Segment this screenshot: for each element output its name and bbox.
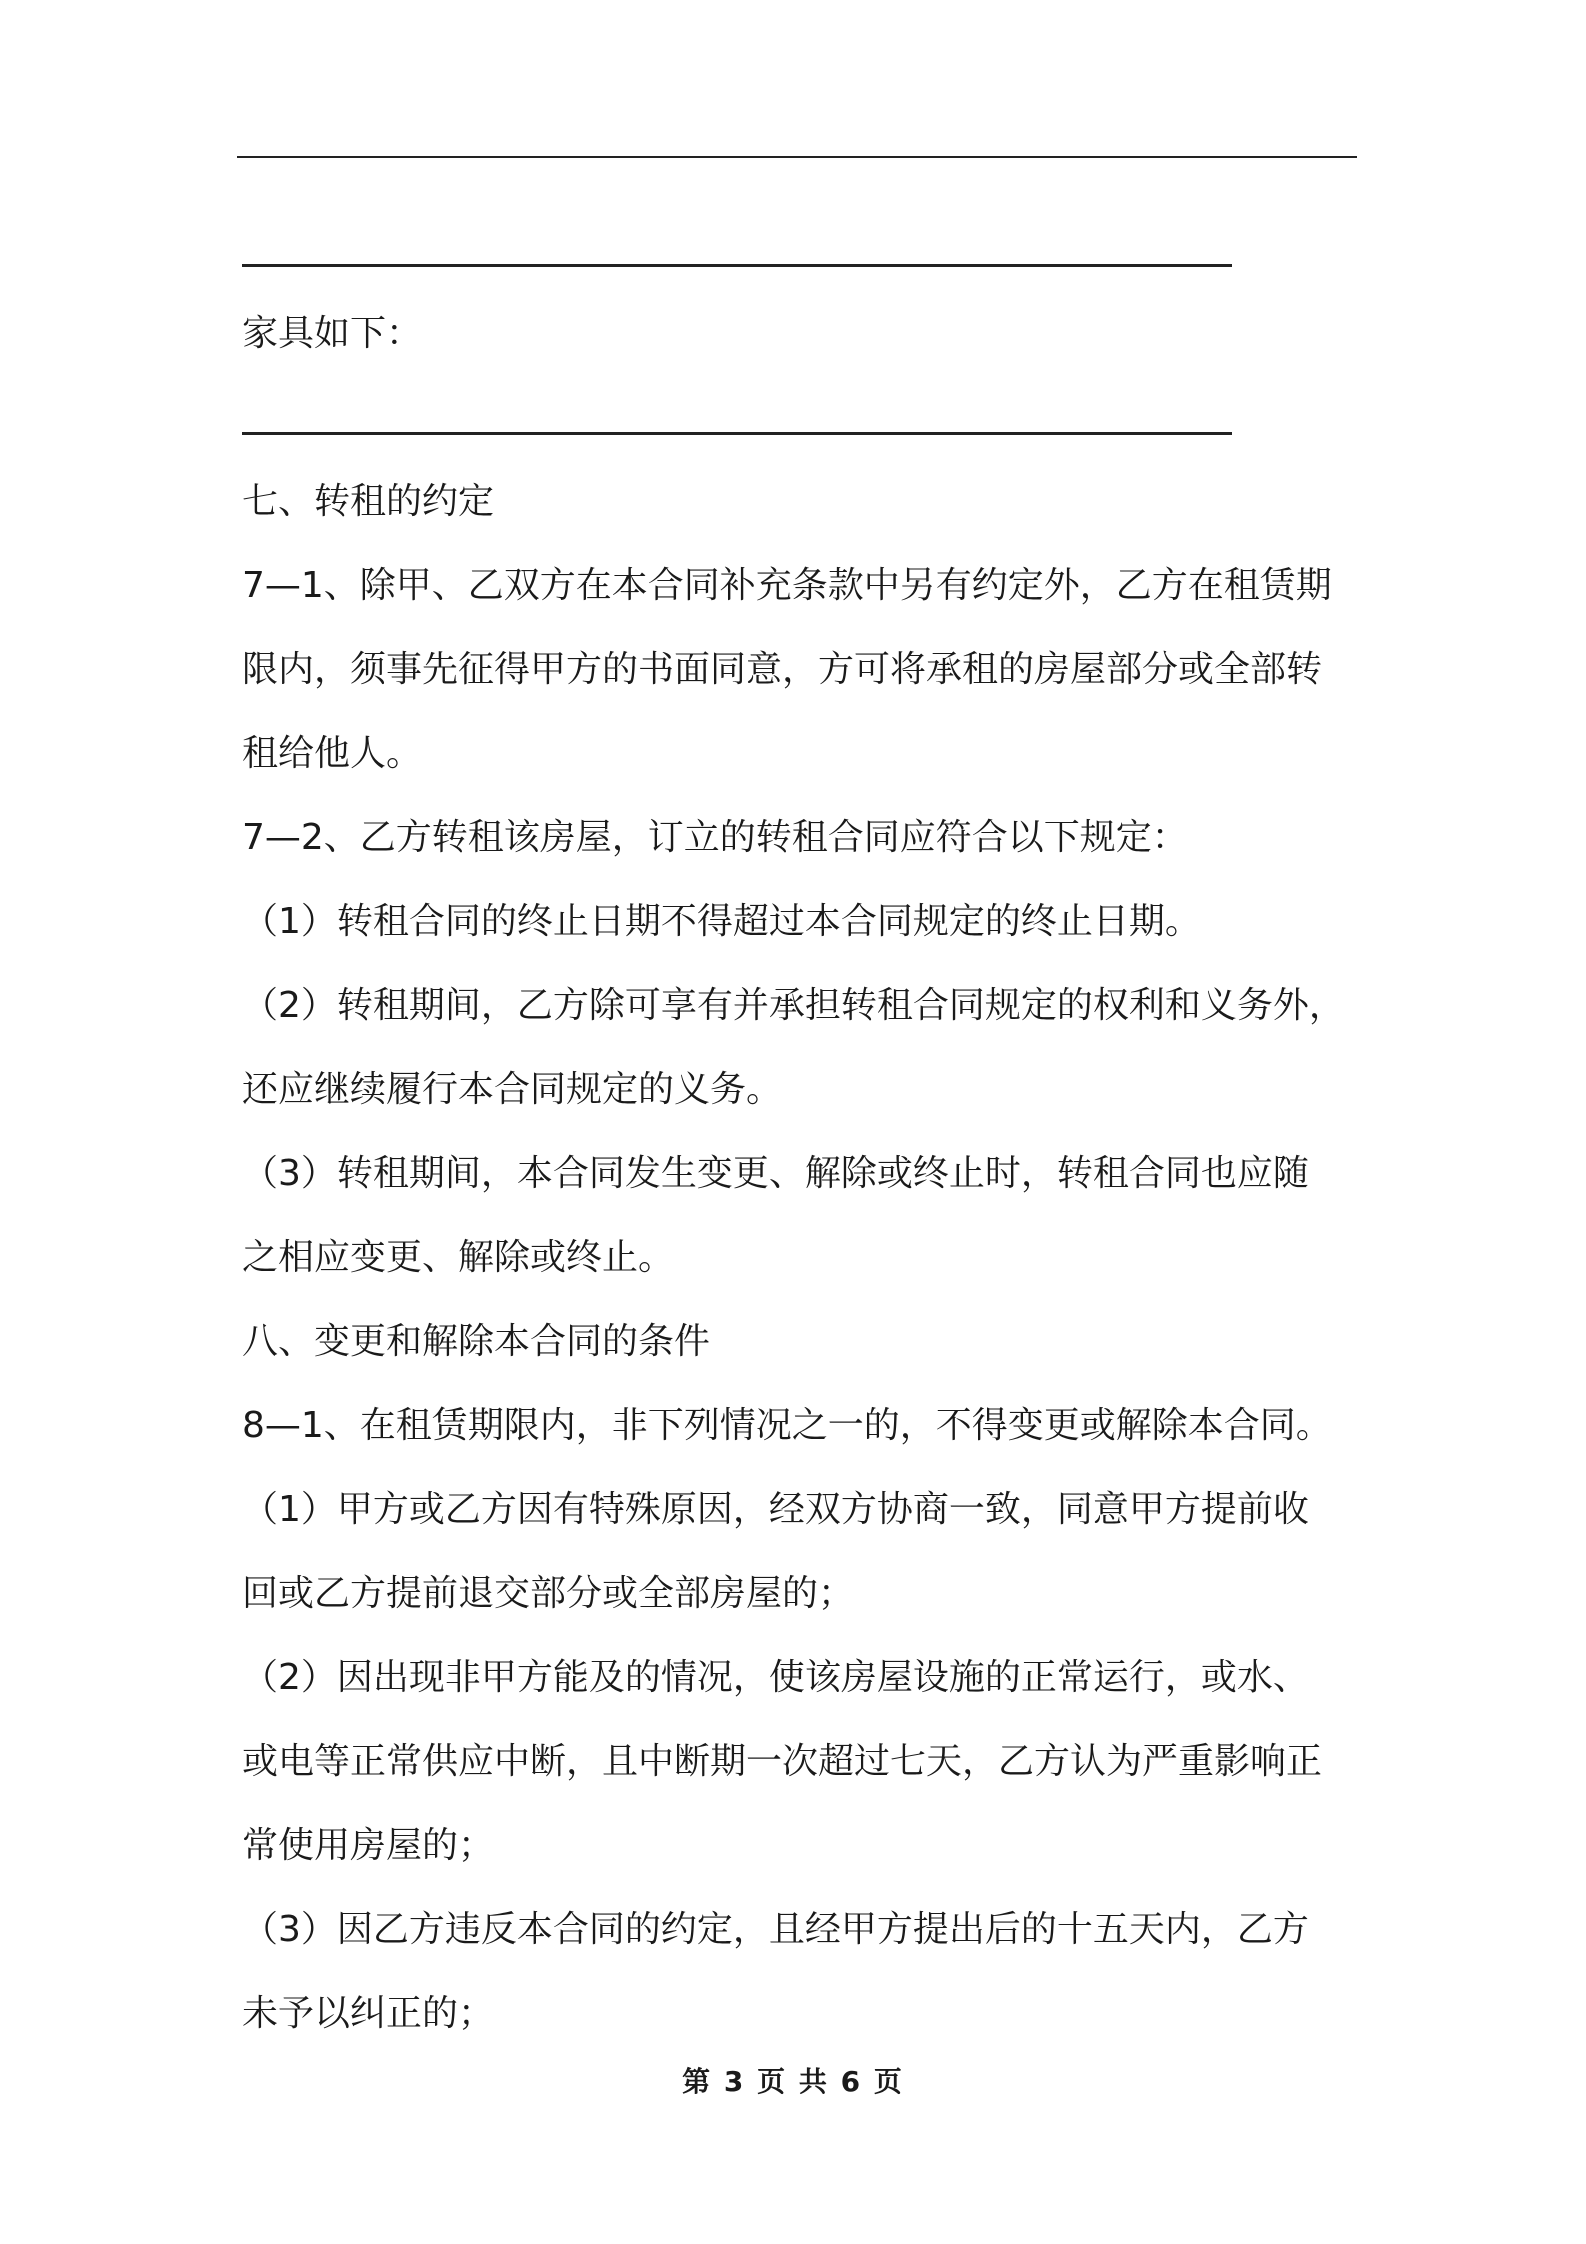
paragraph-line: （1）甲方或乙方因有特殊原因，经双方协商一致，同意甲方提前收	[242, 1489, 1309, 1530]
blank-line	[242, 208, 1382, 292]
document-body	[242, 208, 1382, 2056]
paragraph-line: （3）因乙方违反本合同的约定，且经甲方提出后的十五天内，乙方	[242, 1909, 1309, 1950]
fill-in-blank	[242, 264, 1232, 267]
paragraph-line: 还应继续履行本合同规定的义务。	[242, 1069, 783, 1110]
paragraph-line: （2）转租期间，乙方除可享有并承担转租合同规定的权利和义务外，	[242, 985, 1345, 1026]
paragraph-line: 家具如下：	[242, 313, 423, 354]
paragraph-line: 租给他人。	[242, 733, 423, 774]
header-rule	[237, 156, 1357, 158]
section-heading: 八、变更和解除本合同的条件	[242, 1321, 711, 1362]
paragraph-line: （1）转租合同的终止日期不得超过本合同规定的终止日期。	[242, 901, 1201, 942]
paragraph-line: 之相应变更、解除或终止。	[242, 1237, 675, 1278]
paragraph-line: 限内，须事先征得甲方的书面同意，方可将承租的房屋部分或全部转	[242, 649, 1323, 690]
paragraph-line: 8—1、在租赁期限内，非下列情况之一的，不得变更或解除本合同。	[242, 1405, 1332, 1446]
fill-in-blank	[242, 432, 1232, 435]
paragraph-line: 或电等正常供应中断，且中断期一次超过七天，乙方认为严重影响正	[242, 1741, 1323, 1782]
paragraph-line: 未予以纠正的；	[242, 1993, 495, 2034]
blank-line	[242, 376, 1382, 460]
paragraph-line: 7—2、乙方转租该房屋，订立的转租合同应符合以下规定：	[242, 817, 1188, 858]
section-heading: 七、转租的约定	[242, 481, 495, 522]
paragraph-line: 7—1、除甲、乙双方在本合同补充条款中另有约定外，乙方在租赁期	[242, 565, 1332, 606]
paragraph-line: （3）转租期间，本合同发生变更、解除或终止时，转租合同也应随	[242, 1153, 1309, 1194]
paragraph-line: 回或乙方提前退交部分或全部房屋的；	[242, 1573, 855, 1614]
paragraph-line: （2）因出现非甲方能及的情况，使该房屋设施的正常运行，或水、	[242, 1657, 1309, 1698]
page-number: 第 3 页 共 6 页	[682, 2065, 904, 2098]
paragraph-line: 常使用房屋的；	[242, 1825, 495, 1866]
